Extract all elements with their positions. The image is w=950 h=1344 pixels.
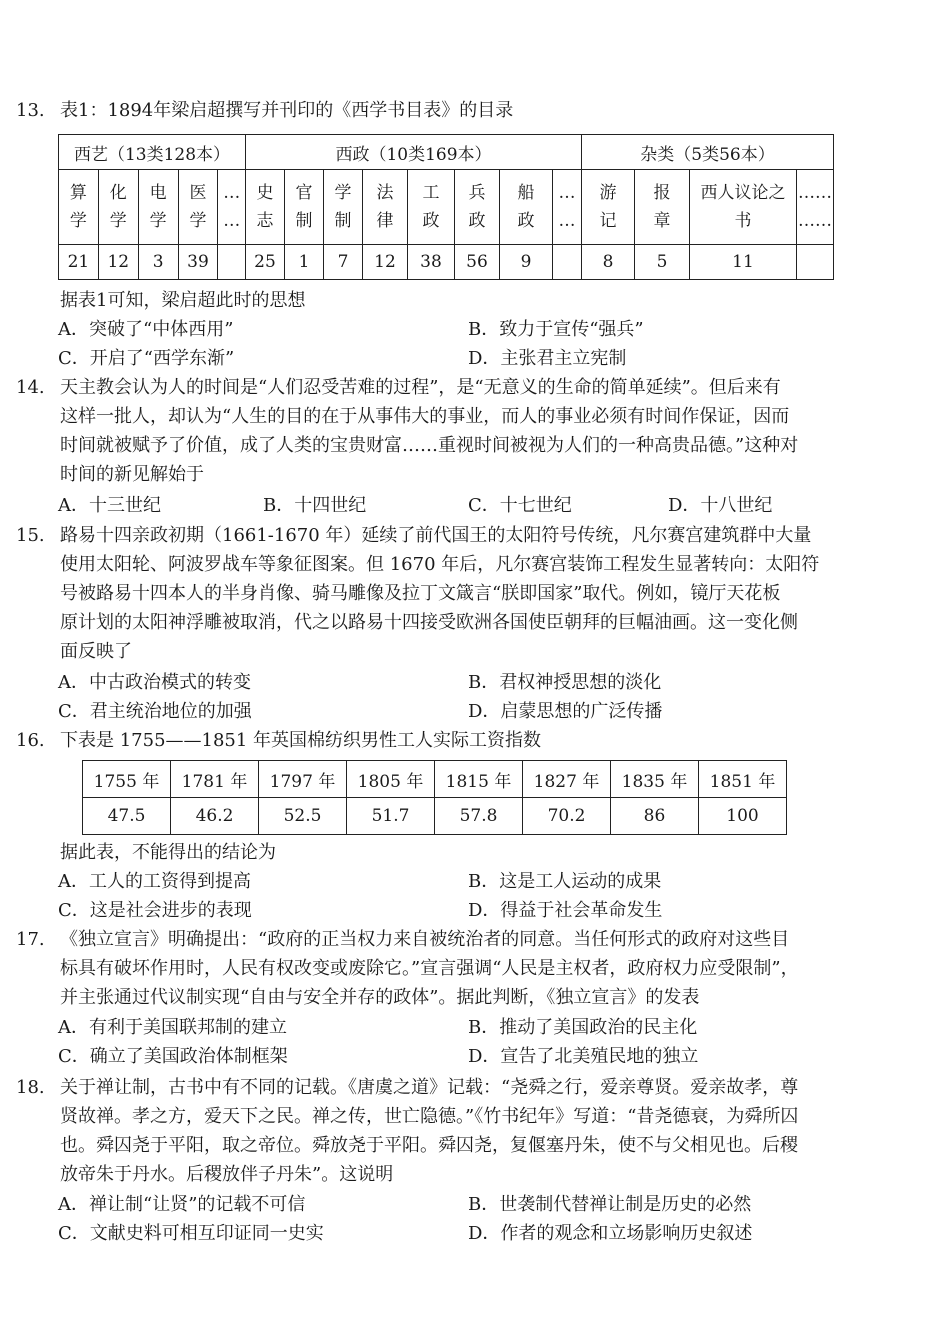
question-15-options-cd — [58, 697, 878, 726]
subject-cell: 化学 — [98, 170, 138, 245]
count-cell: 1 — [285, 245, 324, 280]
option-a[interactable]: A．工人的工资得到提高 — [58, 871, 251, 892]
count-cell — [797, 245, 834, 280]
question-15-options-ab — [58, 668, 878, 697]
wage-index-table — [82, 760, 787, 835]
subject-cell: 官制 — [285, 170, 324, 245]
question-16-number: 16. — [16, 730, 45, 751]
question-18-number: 18. — [16, 1077, 45, 1098]
count-cell — [218, 245, 246, 280]
count-cell: 7 — [324, 245, 363, 280]
index-cell: 47.5 — [83, 798, 171, 835]
count-cell: 5 — [635, 245, 690, 280]
option-d[interactable]: D．主张君主立宪制 — [468, 348, 627, 369]
count-cell: 8 — [582, 245, 635, 280]
year-cell: 1755 年 — [83, 761, 171, 798]
question-18-options-ab — [58, 1190, 878, 1219]
count-cell: 9 — [500, 245, 553, 280]
option-c[interactable]: C．确立了美国政治体制框架 — [58, 1046, 288, 1067]
option-c[interactable]: C．君主统治地位的加强 — [58, 701, 252, 722]
index-cell: 57.8 — [435, 798, 523, 835]
question-16-options-ab — [58, 867, 878, 896]
count-cell: 3 — [138, 245, 178, 280]
question-15-number: 15. — [16, 525, 45, 546]
subject-cell-ellipsis: … … — [553, 170, 582, 245]
option-d[interactable]: D．宣告了北美殖民地的独立 — [468, 1046, 699, 1067]
question-17-number: 17. — [16, 929, 45, 950]
question-14-options — [58, 491, 878, 520]
option-d[interactable]: D．启蒙思想的广泛传播 — [468, 701, 663, 722]
year-cell: 1851 年 — [699, 761, 787, 798]
index-cell: 86 — [611, 798, 699, 835]
question-15-stem: 15. 路易十四亲政初期（1661-1670 年）延续了前代国王的太阳符号传统，凡尔赛宫建筑群中大量 使用太阳轮、阿波罗战车等象征图案。但 1670 年后，凡尔赛宫装饰工程发生显著转向：太阳符 号被路易十四本人的半身肖像、骑马雕像及拉丁文箴言“朕即国家”取代。例如，镜厅天花板 原计划的太阳神浮雕被取消，代之以路易十四接受欧洲各国使臣朝拜的巨幅油画。这一变化侧 面反映了 — [16, 521, 876, 666]
index-cell: 100 — [699, 798, 787, 835]
count-cell: 38 — [408, 245, 455, 280]
subject-cell: 学制 — [324, 170, 363, 245]
subject-cell: 西人议论之书 — [690, 170, 797, 245]
subject-cell-ellipsis: … … — [218, 170, 246, 245]
option-a[interactable]: A．禅让制“让贤”的记载不可信 — [58, 1194, 306, 1215]
option-b[interactable]: B．君权神授思想的淡化 — [468, 672, 662, 693]
option-d[interactable]: D．得益于社会革命发生 — [468, 900, 663, 921]
option-a[interactable]: A．中古政治模式的转变 — [58, 672, 251, 693]
question-16-prompt: 据此表，不能得出的结论为 — [60, 842, 276, 863]
subject-cell: 医学 — [178, 170, 218, 245]
count-cell: 12 — [98, 245, 138, 280]
subject-cell: 兵政 — [455, 170, 500, 245]
subject-cell-ellipsis: …… …… — [797, 170, 834, 245]
question-17-options-cd — [58, 1042, 878, 1071]
subject-cell: 报章 — [635, 170, 690, 245]
question-13-title: 表1：1894年梁启超撰写并刊印的《西学书目表》的目录 — [60, 100, 514, 121]
count-cell: 21 — [59, 245, 99, 280]
index-cell: 46.2 — [171, 798, 259, 835]
subject-cell: 电学 — [138, 170, 178, 245]
option-b[interactable]: B．推动了美国政治的民主化 — [468, 1017, 698, 1038]
option-d[interactable]: D．作者的观念和立场影响历史叙述 — [468, 1223, 753, 1244]
year-cell: 1827 年 — [523, 761, 611, 798]
subject-cell: 算学 — [59, 170, 99, 245]
subject-cell: 游记 — [582, 170, 635, 245]
question-18-stem: 18. 关于禅让制，古书中有不同的记载。《唐虞之道》记载：“尧舜之行，爱亲尊贤。爱亲故孝，尊 贤故禅。孝之方，爱天下之民。禅之传，世亡隐德。”《竹书纪年》写道：“昔尧德衰，为舜所囚 也。舜囚尧于平阳，取之帝位。舜放尧于平阳。舜囚尧，复偃塞丹朱，使不与父相见也。后稷 放帝朱于丹水。后稷放伴子丹朱”。这说明 — [16, 1073, 876, 1189]
count-cell: 11 — [690, 245, 797, 280]
question-13-options-cd — [58, 344, 878, 373]
option-d[interactable]: D．十八世纪 — [668, 495, 773, 516]
question-17-stem: 17. 《独立宣言》明确提出：“政府的正当权力来自被统治者的同意。当任何形式的政府对这些目 标具有破坏作用时，人民有权改变或废除它。”宣言强调“人民是主权者，政府权力应受限制”， 并主张通过代议制实现“自由与安全并存的政体”。据此判断，《独立宣言》的发表 — [16, 925, 876, 1012]
count-cell: 39 — [178, 245, 218, 280]
question-13-number: 13. — [16, 100, 45, 121]
year-cell: 1815 年 — [435, 761, 523, 798]
subject-cell: 船政 — [500, 170, 553, 245]
subject-cell: 法律 — [363, 170, 408, 245]
option-c[interactable]: C．十七世纪 — [468, 495, 572, 516]
option-c[interactable]: C．文献史料可相互印证同一史实 — [58, 1223, 324, 1244]
group-zalei: 杂类（5类56本） — [582, 135, 834, 170]
year-cell: 1797 年 — [259, 761, 347, 798]
question-13-prompt: 据表1可知，梁启超此时的思想 — [60, 290, 306, 311]
option-c[interactable]: C．这是社会进步的表现 — [58, 900, 252, 921]
subject-cell: 史志 — [246, 170, 285, 245]
count-cell — [553, 245, 582, 280]
option-b[interactable]: B．致力于宣传“强兵” — [468, 319, 644, 340]
option-b[interactable]: B．这是工人运动的成果 — [468, 871, 662, 892]
year-cell: 1781 年 — [171, 761, 259, 798]
count-cell: 25 — [246, 245, 285, 280]
index-cell: 51.7 — [347, 798, 435, 835]
index-cell: 52.5 — [259, 798, 347, 835]
option-a[interactable]: A．突破了“中体西用” — [58, 319, 234, 340]
year-cell: 1805 年 — [347, 761, 435, 798]
group-xizheng: 西政（10类169本） — [246, 135, 582, 170]
count-cell: 56 — [455, 245, 500, 280]
question-18-options-cd — [58, 1219, 878, 1248]
subject-cell: 工政 — [408, 170, 455, 245]
option-b[interactable]: B．十四世纪 — [263, 495, 367, 516]
question-13-stem — [16, 96, 876, 125]
group-xiyi: 西艺（13类128本） — [59, 135, 246, 170]
option-c[interactable]: C．开启了“西学东渐” — [58, 348, 235, 369]
question-16-stem: 16. 下表是 1755——1851 年英国棉纺织男性工人实际工资指数 — [16, 726, 876, 755]
year-cell: 1835 年 — [611, 761, 699, 798]
western-books-table — [58, 134, 834, 280]
option-a[interactable]: A．有利于美国联邦制的建立 — [58, 1017, 287, 1038]
option-b[interactable]: B．世袭制代替禅让制是历史的必然 — [468, 1194, 752, 1215]
question-13-options-ab — [58, 315, 878, 344]
count-cell: 12 — [363, 245, 408, 280]
index-cell: 70.2 — [523, 798, 611, 835]
question-17-options-ab — [58, 1013, 878, 1042]
question-14-stem: 14. 天主教会认为人的时间是“人们忍受苦难的过程”，是“无意义的生命的简单延续”。但后来有 这样一批人，却认为“人生的目的在于从事伟大的事业，而人的事业必须有时间作保证，因而 时间就被赋予了价值，成了人类的宝贵财富……重视时间被视为人们的一种高贵品德。”这种对 时间的新见解始于 — [16, 373, 876, 489]
question-14-number: 14. — [16, 377, 45, 398]
question-16-options-cd — [58, 896, 878, 925]
option-a[interactable]: A．十三世纪 — [58, 495, 161, 516]
